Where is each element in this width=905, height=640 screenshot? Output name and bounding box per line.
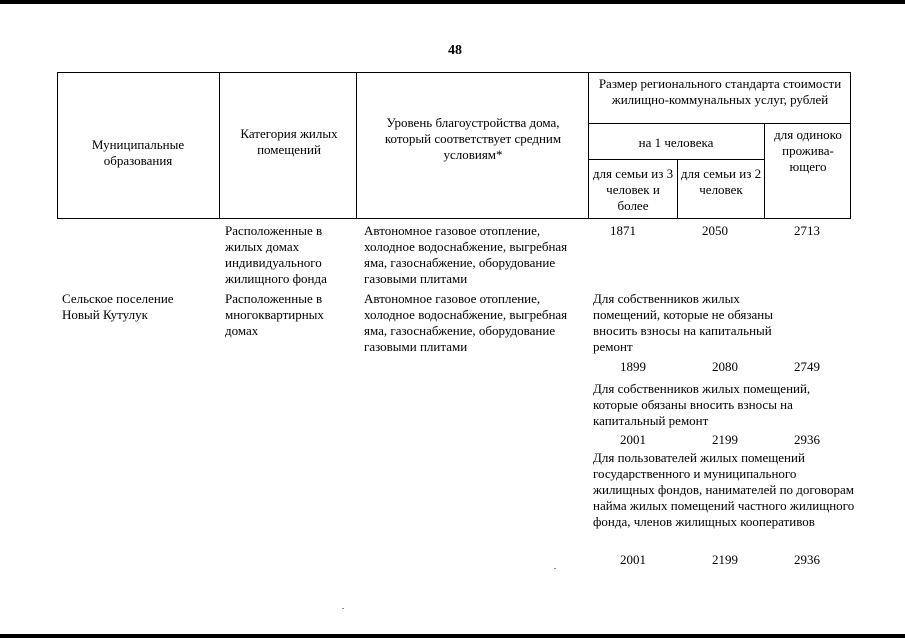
- note-owners-exempt: Для собственников жилых помещений, которые не обязаны вносить взносы на капитальный ремонт: [593, 291, 773, 354]
- value-1-family3: 1871: [610, 223, 636, 238]
- value-a-family2: 2080: [712, 359, 738, 374]
- header-municipality: Муниципальные образования: [91, 137, 185, 168]
- top-border: [0, 0, 905, 4]
- value-a-single: 2749: [794, 359, 820, 374]
- note-owners-obliged: Для собственников жилых помещений, которые обязаны вносить взносы на капитальный ремонт: [593, 381, 811, 428]
- value-b-single: 2936: [794, 432, 820, 447]
- header-standard-title: Размер регионального стандарта стоимости жилищно-коммунальных услуг, рублей: [598, 76, 842, 107]
- scan-speck: [342, 608, 344, 609]
- bottom-border: [0, 634, 905, 638]
- header-level: Уровень благоустройства дома, который соответствует средним условиям*: [384, 115, 562, 162]
- value-c-single: 2936: [794, 552, 820, 567]
- value-1-family2: 2050: [702, 223, 728, 238]
- header-family2: для семьи из 2 человек: [680, 166, 762, 197]
- level-individual: Автономное газовое отопление, холодное водоснабжение, выгребная яма, газоснабжение, оборудование газовыми плитами: [364, 223, 568, 286]
- value-1-single: 2713: [794, 223, 820, 238]
- category-apartment: Расположенные в многоквартирных домах: [225, 291, 324, 338]
- scan-speck: [554, 568, 556, 569]
- value-c-family2: 2199: [712, 552, 738, 567]
- value-a-family3: 1899: [620, 359, 646, 374]
- category-individual: Расположенные в жилых домах индивидуального жилищного фонда: [225, 223, 327, 286]
- page-number: 48: [448, 43, 462, 58]
- note-tenants: Для пользователей жилых помещений государственного и муниципального жилищных фондов, нанимателей по договорам найма жилых помещений частного жилищного фонда, членов жилищных кооперативов: [593, 450, 855, 529]
- value-b-family3: 2001: [620, 432, 646, 447]
- municipality-name: Сельское поселение Новый Кутулук: [62, 291, 174, 322]
- header-per-person: на 1 человека: [638, 135, 714, 150]
- header-single: для одиноко прожива-ющего: [774, 127, 842, 174]
- value-b-family2: 2199: [712, 432, 738, 447]
- level-apartment: Автономное газовое отопление, холодное водоснабжение, выгребная яма, газоснабжение, оборудование газовыми плитами: [364, 291, 568, 354]
- header-category: Категория жилых помещений: [240, 126, 338, 157]
- value-c-family3: 2001: [620, 552, 646, 567]
- header-family3: для семьи из 3 человек и более: [592, 166, 674, 213]
